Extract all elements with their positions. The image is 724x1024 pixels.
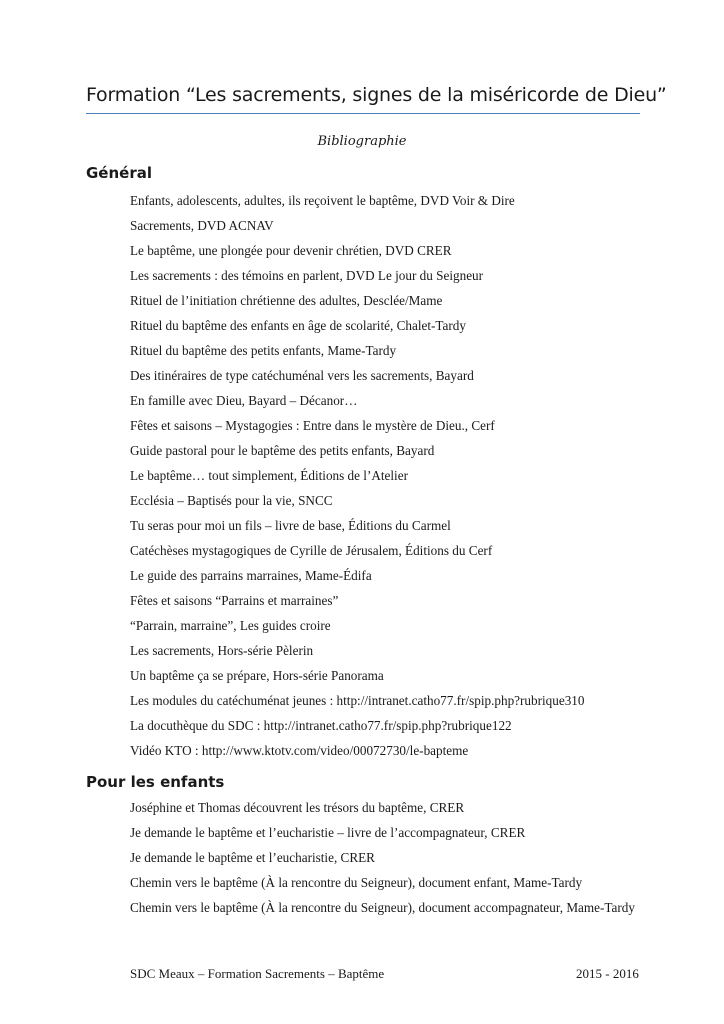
list-item: Fêtes et saisons “Parrains et marraines” [130,593,339,608]
footer-right: 2015 - 2016 [576,966,639,981]
list-item: Les sacrements : des témoins en parlent, DVD Le jour du Seigneur [130,268,484,283]
list-item: En famille avec Dieu, Bayard – Décanor… [130,393,358,408]
list-item: Des itinéraires de type catéchuménal vers les sacrements, Bayard [130,368,474,383]
list-item-link[interactable]: Vidéo KTO : http://www.ktotv.com/video/00072730/le-bapteme [130,743,469,758]
list-item: Le baptême… tout simplement, Éditions de l’Atelier [130,468,408,483]
list-item: Sacrements, DVD ACNAV [130,218,274,233]
page-subtitle: Bibliographie [317,134,407,149]
list-item: Rituel du baptême des petits enfants, Mame-Tardy [130,343,397,358]
list-item: Rituel du baptême des enfants en âge de scolarité, Chalet-Tardy [130,318,466,333]
list-item: “Parrain, marraine”, Les guides croire [130,618,331,633]
list-item: Rituel de l’initiation chrétienne des adultes, Desclée/Mame [130,293,443,308]
list-item: Je demande le baptême et l’eucharistie – livre de l’accompagnateur, CRER [130,825,526,840]
list-item: Le baptême, une plongée pour devenir chrétien, DVD CRER [130,243,452,258]
list-item: Fêtes et saisons – Mystagogies : Entre dans le mystère de Dieu., Cerf [130,418,495,433]
list-item: Un baptême ça se prépare, Hors-série Panorama [130,668,384,683]
section-heading-general: Général [86,164,152,182]
list-item: Tu seras pour moi un fils – livre de base, Éditions du Carmel [130,518,451,533]
list-item: Ecclésia – Baptisés pour la vie, SNCC [130,493,333,508]
list-item: Chemin vers le baptême (À la rencontre du Seigneur), document enfant, Mame-Tardy [130,875,583,890]
title-underline [86,113,640,114]
list-item: Guide pastoral pour le baptême des petits enfants, Bayard [130,443,435,458]
section-heading-children: Pour les enfants [86,773,225,791]
list-item: Enfants, adolescents, adultes, ils reçoivent le baptême, DVD Voir & Dire [130,193,515,208]
list-item: Joséphine et Thomas découvrent les trésors du baptême, CRER [130,800,465,815]
footer-left: SDC Meaux – Formation Sacrements – Baptême [130,966,385,981]
list-item-link[interactable]: La docuthèque du SDC : http://intranet.catho77.fr/spip.php?rubrique122 [130,718,512,733]
list-item: Chemin vers le baptême (À la rencontre du Seigneur), document accompagnateur, Mame-Tardy [130,900,635,915]
list-item: Les sacrements, Hors-série Pèlerin [130,643,314,658]
children-bibliography-list [130,800,650,916]
list-item-link[interactable]: Les modules du catéchuménat jeunes : http://intranet.catho77.fr/spip.php?rubrique310 [130,693,585,708]
page-title: Formation “Les sacrements, signes de la miséricorde de Dieu” [86,84,667,106]
list-item: Je demande le baptême et l’eucharistie, CRER [130,850,375,865]
list-item: Le guide des parrains marraines, Mame-Édifa [130,568,372,583]
general-bibliography-list [130,193,650,768]
list-item: Catéchèses mystagogiques de Cyrille de Jérusalem, Éditions du Cerf [130,543,493,558]
